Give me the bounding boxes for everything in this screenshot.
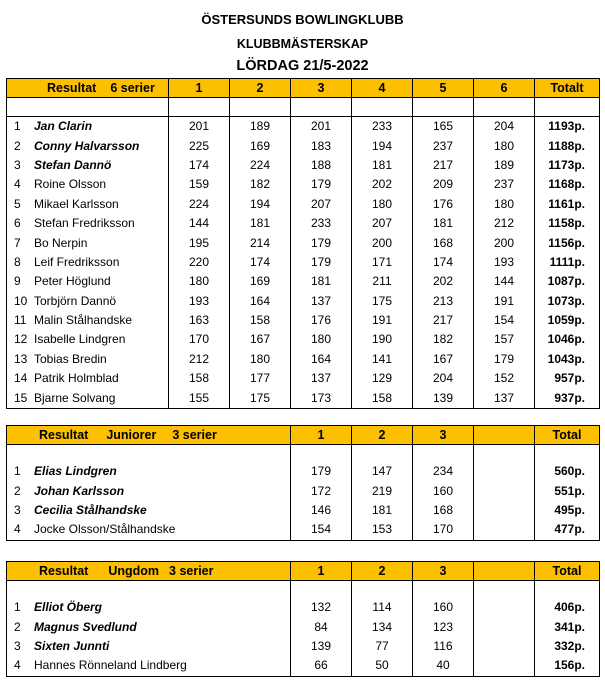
seniors-header-row [7, 79, 600, 98]
series-score: 40 [413, 656, 474, 676]
player-cell [7, 388, 169, 408]
col-header: 1 [291, 426, 352, 445]
series-score: 144 [474, 272, 535, 291]
series-score: 153 [352, 520, 413, 540]
series-score: 204 [413, 369, 474, 388]
empty-cell [474, 501, 535, 520]
series-score: 164 [291, 350, 352, 369]
player-cell [7, 117, 169, 137]
series-score: 168 [413, 233, 474, 252]
series-label: 3 serier [172, 428, 217, 442]
series-score: 164 [230, 292, 291, 311]
empty-cell [474, 462, 535, 481]
series-score: 163 [169, 311, 230, 330]
empty-header [474, 426, 535, 445]
total-header: Totalt [535, 79, 600, 98]
col-header: 2 [352, 562, 413, 581]
series-score: 207 [291, 195, 352, 214]
series-score: 183 [291, 136, 352, 155]
series-score: 173 [291, 388, 352, 408]
empty-cell [474, 520, 535, 540]
table-row [7, 311, 600, 330]
series-score: 194 [230, 195, 291, 214]
series-score: 201 [291, 117, 352, 137]
position: 2 [14, 483, 21, 498]
empty-header [474, 562, 535, 581]
series-score: 168 [413, 501, 474, 520]
series-score: 194 [352, 136, 413, 155]
series-score: 234 [413, 462, 474, 481]
series-score: 180 [230, 350, 291, 369]
player-cell [7, 656, 291, 676]
series-score: 137 [291, 292, 352, 311]
col-header: 5 [413, 79, 474, 98]
series-score: 202 [413, 272, 474, 291]
position: 4 [14, 522, 21, 537]
player-name: Conny Halvarsson [34, 138, 140, 153]
series-score: 179 [291, 233, 352, 252]
empty-cell [474, 656, 535, 676]
total-score: 477p. [535, 520, 600, 540]
col-header: 3 [413, 562, 474, 581]
total-score: 1158p. [535, 214, 600, 233]
col-header: 4 [352, 79, 413, 98]
player-cell [7, 330, 169, 349]
player-name: Roine Olsson [34, 177, 107, 192]
series-score: 180 [474, 195, 535, 214]
series-score: 181 [352, 501, 413, 520]
table-row [7, 272, 600, 291]
series-score: 116 [413, 637, 474, 656]
table-row [7, 214, 600, 233]
series-score: 154 [291, 520, 352, 540]
player-cell [7, 520, 291, 540]
empty-cell [474, 598, 535, 617]
player-name: Tobias Bredin [34, 351, 107, 366]
youth-results-table [6, 561, 600, 677]
series-score: 167 [413, 350, 474, 369]
series-score: 174 [169, 156, 230, 175]
player-name: Elliot Öberg [34, 600, 103, 615]
series-score: 200 [352, 233, 413, 252]
series-score: 179 [291, 462, 352, 481]
series-score: 182 [413, 330, 474, 349]
series-score: 181 [413, 214, 474, 233]
position: 3 [14, 638, 21, 653]
player-cell [7, 175, 169, 194]
series-score: 180 [169, 272, 230, 291]
series-score: 190 [352, 330, 413, 349]
player-cell [7, 501, 291, 520]
series-score: 176 [291, 311, 352, 330]
series-score: 167 [230, 330, 291, 349]
club-name: ÖSTERSUNDS BOWLINGKLUBB [201, 12, 404, 27]
total-score: 406p. [535, 598, 600, 617]
position: 9 [14, 274, 21, 289]
position: 13 [14, 351, 28, 366]
series-label: 6 serier [110, 81, 155, 95]
series-score: 158 [352, 388, 413, 408]
player-name: Elias Lindgren [34, 464, 117, 479]
series-score: 114 [352, 598, 413, 617]
player-name: Mikael Karlsson [34, 196, 119, 211]
table-row [7, 175, 600, 194]
total-score: 1043p. [535, 350, 600, 369]
series-score: 212 [474, 214, 535, 233]
series-score: 169 [230, 272, 291, 291]
player-name: Cecilia Stålhandske [34, 502, 147, 517]
series-score: 147 [352, 462, 413, 481]
col-header: 3 [291, 79, 352, 98]
table-row [7, 195, 600, 214]
table-row [7, 233, 600, 252]
series-score: 211 [352, 272, 413, 291]
empty-cell [474, 617, 535, 636]
series-score: 193 [474, 253, 535, 272]
position: 15 [14, 390, 28, 405]
series-score: 155 [169, 388, 230, 408]
series-score: 165 [413, 117, 474, 137]
table-row [7, 656, 600, 676]
player-name: Patrik Holmblad [34, 371, 119, 386]
series-score: 175 [230, 388, 291, 408]
table-row [7, 617, 600, 636]
player-cell [7, 617, 291, 636]
player-name: Bo Nerpin [34, 235, 88, 250]
position: 2 [14, 138, 21, 153]
series-score: 129 [352, 369, 413, 388]
series-score: 214 [230, 233, 291, 252]
series-score: 237 [474, 175, 535, 194]
player-cell [7, 369, 169, 388]
youth-header-label [7, 562, 291, 581]
col-header: 6 [474, 79, 535, 98]
player-name: Stefan Dannö [34, 157, 112, 172]
series-score: 207 [352, 214, 413, 233]
total-score: 1188p. [535, 136, 600, 155]
series-score: 66 [291, 656, 352, 676]
series-score: 200 [474, 233, 535, 252]
series-score: 84 [291, 617, 352, 636]
series-score: 139 [291, 637, 352, 656]
series-score: 202 [352, 175, 413, 194]
player-name: Torbjörn Dannö [34, 293, 117, 308]
series-score: 139 [413, 388, 474, 408]
series-score: 158 [230, 311, 291, 330]
player-cell [7, 311, 169, 330]
series-score: 181 [352, 156, 413, 175]
event-title: KLUBBMÄSTERSKAP [236, 37, 369, 51]
series-score: 176 [413, 195, 474, 214]
total-score: 332p. [535, 637, 600, 656]
position: 3 [14, 157, 21, 172]
table-row [7, 637, 600, 656]
series-score: 191 [474, 292, 535, 311]
position: 10 [14, 293, 28, 308]
series-score: 224 [169, 195, 230, 214]
table-row [7, 117, 600, 137]
player-name: Sixten Junnti [34, 638, 110, 653]
position: 14 [14, 371, 28, 386]
col-header: 2 [352, 426, 413, 445]
player-cell [7, 214, 169, 233]
series-score: 146 [291, 501, 352, 520]
player-cell [7, 156, 169, 175]
table-row [7, 156, 600, 175]
player-name: Malin Stålhandske [34, 313, 133, 328]
empty-cell [474, 481, 535, 500]
table-row [7, 136, 600, 155]
total-score: 1156p. [535, 233, 600, 252]
table-row [7, 520, 600, 540]
total-score: 1073p. [535, 292, 600, 311]
table-row [7, 369, 600, 388]
position: 2 [14, 619, 21, 634]
player-name: Johan Karlsson [34, 483, 125, 498]
series-score: 180 [474, 136, 535, 155]
col-header: 1 [169, 79, 230, 98]
series-score: 134 [352, 617, 413, 636]
position: 7 [14, 235, 21, 250]
position: 3 [14, 502, 21, 517]
series-score: 160 [413, 481, 474, 500]
col-header: 1 [291, 562, 352, 581]
player-cell [7, 253, 169, 272]
series-score: 209 [413, 175, 474, 194]
position: 1 [14, 600, 21, 615]
total-score: 560p. [535, 462, 600, 481]
spacer-row [7, 581, 600, 599]
col-header: 3 [413, 426, 474, 445]
total-header: Total [535, 562, 600, 581]
player-name: Stefan Fredriksson [34, 216, 135, 231]
series-score: 137 [291, 369, 352, 388]
series-score: 213 [413, 292, 474, 311]
series-score: 195 [169, 233, 230, 252]
total-score: 551p. [535, 481, 600, 500]
series-score: 174 [230, 253, 291, 272]
series-score: 172 [291, 481, 352, 500]
position: 6 [14, 216, 21, 231]
table-row [7, 462, 600, 481]
total-score: 341p. [535, 617, 600, 636]
player-cell [7, 292, 169, 311]
results-label: Resultat [39, 564, 89, 578]
series-score: 50 [352, 656, 413, 676]
position: 12 [14, 332, 28, 347]
total-header: Total [535, 426, 600, 445]
series-score: 159 [169, 175, 230, 194]
empty-cell [474, 637, 535, 656]
total-score: 1059p. [535, 311, 600, 330]
results-label: Resultat [47, 81, 97, 95]
juniors-header-label [7, 426, 291, 445]
position: 11 [14, 313, 27, 328]
player-cell [7, 195, 169, 214]
series-label: 3 serier [169, 564, 214, 578]
table-row [7, 330, 600, 349]
total-score: 495p. [535, 501, 600, 520]
total-score: 1046p. [535, 330, 600, 349]
total-score: 1193p. [535, 117, 600, 137]
series-score: 217 [413, 156, 474, 175]
total-score: 1168p. [535, 175, 600, 194]
position: 4 [14, 177, 21, 192]
series-score: 157 [474, 330, 535, 349]
series-score: 169 [230, 136, 291, 155]
event-date: LÖRDAG 21/5-2022 [236, 58, 369, 74]
total-score: 1111p. [535, 253, 600, 272]
series-score: 179 [291, 175, 352, 194]
juniors-header-row [7, 426, 600, 445]
player-cell [7, 350, 169, 369]
position: 1 [14, 119, 21, 134]
series-score: 141 [352, 350, 413, 369]
position: 5 [14, 196, 21, 211]
series-score: 177 [230, 369, 291, 388]
series-score: 237 [413, 136, 474, 155]
player-cell [7, 272, 169, 291]
player-name: Hannes Rönneland Lindberg [34, 658, 187, 673]
table-row [7, 598, 600, 617]
series-score: 137 [474, 388, 535, 408]
position: 8 [14, 254, 21, 269]
player-name: Peter Höglund [34, 274, 111, 289]
series-score: 175 [352, 292, 413, 311]
player-cell [7, 637, 291, 656]
table-row [7, 481, 600, 500]
col-header: 2 [230, 79, 291, 98]
series-score: 171 [352, 253, 413, 272]
series-score: 174 [413, 253, 474, 272]
series-score: 160 [413, 598, 474, 617]
player-cell [7, 598, 291, 617]
series-score: 152 [474, 369, 535, 388]
seniors-results-table [6, 78, 600, 409]
total-score: 937p. [535, 388, 600, 408]
series-score: 189 [474, 156, 535, 175]
series-score: 144 [169, 214, 230, 233]
series-score: 188 [291, 156, 352, 175]
series-score: 233 [291, 214, 352, 233]
juniors-results-table [6, 425, 600, 541]
series-score: 189 [230, 117, 291, 137]
total-score: 1161p. [535, 195, 600, 214]
series-score: 77 [352, 637, 413, 656]
group-label: Juniorer [106, 428, 157, 442]
series-score: 182 [230, 175, 291, 194]
series-score: 180 [352, 195, 413, 214]
seniors-header-label [7, 79, 169, 98]
series-score: 220 [169, 253, 230, 272]
series-score: 158 [169, 369, 230, 388]
player-name: Isabelle Lindgren [34, 332, 126, 347]
series-score: 191 [352, 311, 413, 330]
total-score: 156p. [535, 656, 600, 676]
player-name: Jan Clarin [34, 119, 93, 134]
total-score: 957p. [535, 369, 600, 388]
series-score: 212 [169, 350, 230, 369]
table-row [7, 388, 600, 408]
series-score: 132 [291, 598, 352, 617]
position: 4 [14, 658, 21, 673]
series-score: 180 [291, 330, 352, 349]
player-cell [7, 481, 291, 500]
position: 1 [14, 464, 21, 479]
table-row [7, 350, 600, 369]
group-label: Ungdom [108, 564, 160, 578]
series-score: 154 [474, 311, 535, 330]
series-score: 170 [413, 520, 474, 540]
spacer-row [7, 98, 600, 117]
series-score: 179 [291, 253, 352, 272]
series-score: 219 [352, 481, 413, 500]
series-score: 201 [169, 117, 230, 137]
series-score: 193 [169, 292, 230, 311]
series-score: 224 [230, 156, 291, 175]
series-score: 179 [474, 350, 535, 369]
series-score: 204 [474, 117, 535, 137]
total-score: 1087p. [535, 272, 600, 291]
results-label: Resultat [39, 428, 89, 442]
total-score: 1173p. [535, 156, 600, 175]
player-cell [7, 233, 169, 252]
player-name: Leif Fredriksson [34, 254, 120, 269]
player-name: Bjarne Solvang [34, 390, 116, 405]
series-score: 217 [413, 311, 474, 330]
table-row [7, 253, 600, 272]
table-row [7, 292, 600, 311]
youth-header-row [7, 562, 600, 581]
series-score: 170 [169, 330, 230, 349]
series-score: 123 [413, 617, 474, 636]
player-name: Jocke Olsson/Stålhandske [34, 522, 176, 537]
spacer-row [7, 445, 600, 463]
series-score: 225 [169, 136, 230, 155]
player-name: Magnus Svedlund [34, 619, 137, 634]
player-cell [7, 136, 169, 155]
player-cell [7, 462, 291, 481]
series-score: 233 [352, 117, 413, 137]
series-score: 181 [230, 214, 291, 233]
series-score: 181 [291, 272, 352, 291]
table-row [7, 501, 600, 520]
